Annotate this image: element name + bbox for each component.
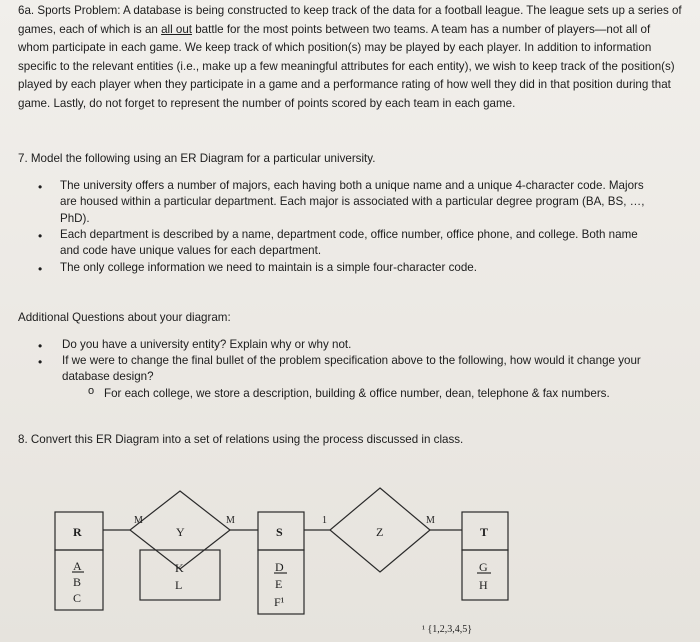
- sub-bullet-circle: o: [88, 385, 95, 397]
- diagram-footnote: ¹ {1,2,3,4,5}: [422, 624, 473, 635]
- bullet-dot: •: [38, 355, 43, 369]
- entity-t-name: T: [480, 525, 489, 539]
- attribute-a: A: [73, 559, 82, 573]
- relationship-y-name: Y: [176, 525, 185, 539]
- problem-7-title: 7. Model the following using an ER Diagram for a particular university.: [18, 152, 376, 165]
- additional-bullet-1: Do you have a university entity? Explain why or why not.: [62, 338, 352, 351]
- problem-6a-underlined: all out: [161, 22, 193, 36]
- problem-7-bullet-1: The university offers a number of majors, each having both a unique name and a unique 4-character code. Majors are housed within a particular department. Each major is associated with a particular degree program (BA, BS, …, PhD).: [60, 179, 645, 225]
- attribute-h: H: [479, 578, 488, 592]
- attribute-c: C: [73, 591, 82, 605]
- problem-7-bullet-3: The only college information we need to maintain is a simple four-character code.: [60, 261, 477, 274]
- additional-title: Additional Questions about your diagram:: [18, 311, 231, 324]
- attribute-b: B: [73, 575, 82, 589]
- problem-8-title: 8. Convert this ER Diagram into a set of relations using the process discussed in class.: [18, 433, 464, 446]
- attribute-d: D: [275, 560, 284, 574]
- cardinality-z-t: M: [426, 515, 435, 526]
- additional-sub-bullet: For each college, we store a description, building & office number, dean, telephone & fax numbers.: [104, 387, 610, 400]
- problem-7-bullet-2: Each department is described by a name, department code, office number, office phone, and college. Both name and code have unique values for each department.: [60, 228, 638, 258]
- attribute-l: L: [175, 578, 183, 592]
- bullet-dot: •: [38, 180, 43, 194]
- attribute-f: F¹: [274, 595, 285, 609]
- bullet-dot: •: [38, 339, 43, 353]
- attribute-g: G: [479, 560, 488, 574]
- relationship-z-name: Z: [376, 525, 384, 539]
- cardinality-y-s: M: [226, 515, 235, 526]
- problem-6a-text-after: battle for the most points between two teams. A team has a number of players—not all of whom participate in each game. We keep track of which position(s) may be played by each player. In addition to information specific to the relevant entities (i.e., make up a few meaningful attributes for each entity), we wish to keep track of the position(s) played by each player when they participate in a game and a performance rating of how well they did in that position during that game. Lastly, do not forget to represent the number of points scored by each team in each game.: [18, 22, 675, 110]
- entity-s-name: S: [276, 525, 283, 539]
- attribute-k: K: [175, 561, 184, 575]
- relationship-y-attributes-box: [140, 550, 220, 600]
- problem-6a-text-before: A database is being constructed to keep track of the data for a football league. The league sets up a series of games, each of which is an: [18, 4, 682, 36]
- problem-6a-label: 6a. Sports Problem:: [18, 4, 121, 17]
- bullet-dot: •: [38, 262, 43, 276]
- attribute-e: E: [275, 577, 283, 591]
- additional-bullet-2: If we were to change the final bullet of the problem specification above to the following, how would it change your database design?: [62, 354, 641, 384]
- entity-r-name: R: [73, 525, 82, 539]
- cardinality-r-y: M: [134, 515, 143, 526]
- bullet-dot: •: [38, 229, 43, 243]
- entity-t-attributes-box: [462, 550, 508, 600]
- cardinality-s-z: 1: [322, 515, 327, 526]
